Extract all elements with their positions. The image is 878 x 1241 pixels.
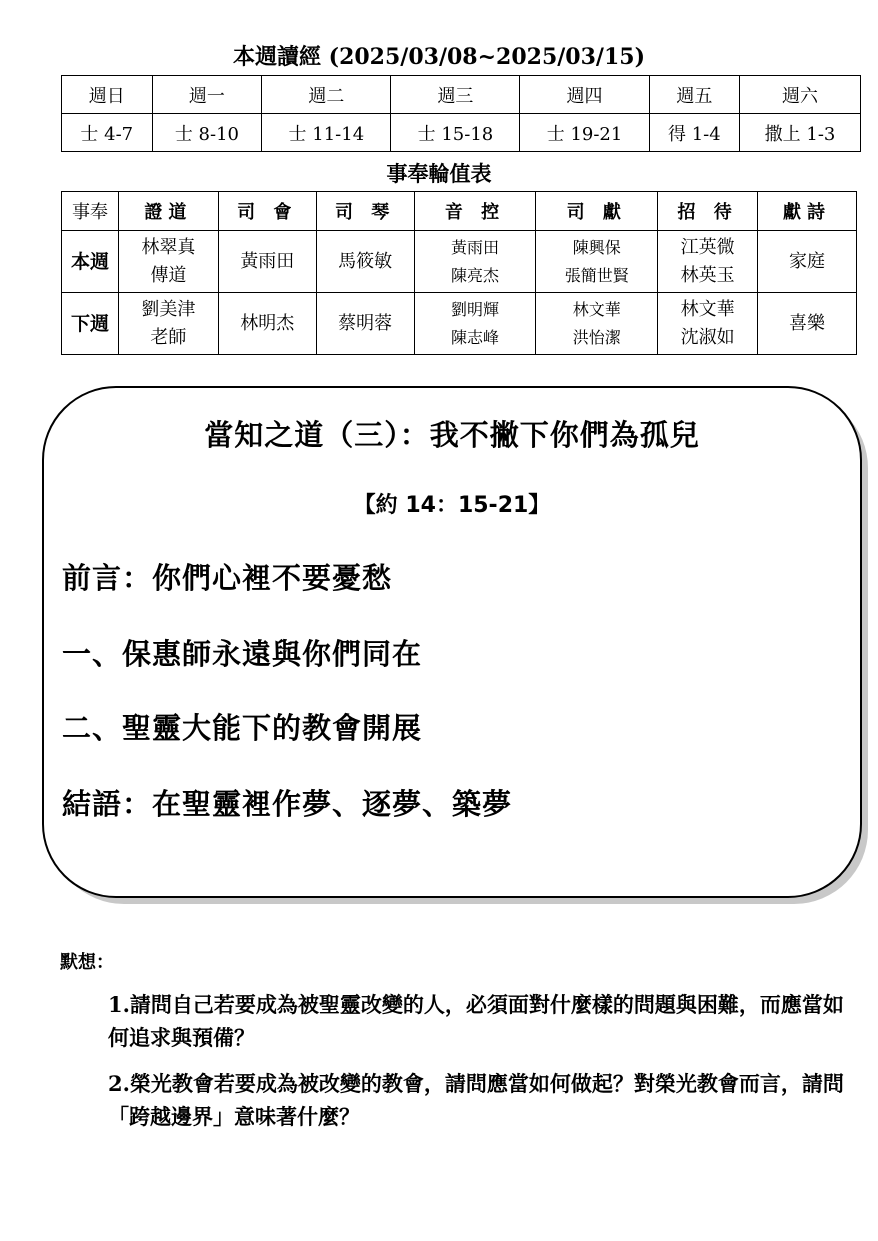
choir-cell: 喜樂: [758, 293, 857, 355]
sound-cell: 黃雨田 陳亮杰: [414, 231, 536, 293]
preacher-cell: 林翠真 傳道: [118, 231, 218, 293]
duty-table: [61, 191, 857, 355]
sermon-point: 前言：你們心裡不要憂愁: [62, 561, 393, 595]
reading-title: 本週讀經 (2025/03/08~2025/03/15): [233, 44, 645, 70]
header-pianist: 司 琴: [316, 192, 414, 231]
offering-cell: 陳興保 張簡世賢: [536, 231, 658, 293]
host-cell: 林明杰: [218, 293, 316, 355]
header-sound: 音 控: [414, 192, 536, 231]
header-preacher: 證道: [118, 192, 218, 231]
day-thu: 週四: [520, 76, 649, 114]
ushers-cell: 林文華 沈淑如: [658, 293, 758, 355]
sermon-title: 當知之道（三）：我不撇下你們為孤兒: [204, 418, 700, 452]
meditation-label: 默想：: [60, 952, 114, 973]
duty-title: 事奉輪值表: [386, 161, 492, 186]
header-service: 事奉: [62, 192, 119, 231]
host-cell: 黃雨田: [218, 231, 316, 293]
preacher-cell: 劉美津 老師: [118, 293, 218, 355]
header-choir: 獻詩: [758, 192, 857, 231]
passage-mon: 士 8-10: [152, 114, 262, 152]
sermon-point: 二、聖靈大能下的教會開展: [62, 711, 423, 745]
day-mon: 週一: [152, 76, 262, 114]
duty-row-next-week: [62, 293, 857, 355]
reading-table: [61, 75, 861, 152]
duty-row-this-week: [62, 231, 857, 293]
day-wed: 週三: [391, 76, 520, 114]
meditation-question: 2.榮光教會若要成為被改變的教會，請問應當如何做起？對榮光教會而言，請問「跨越邊界」意味著什麼？: [108, 1071, 844, 1129]
header-offering: 司 獻: [536, 192, 658, 231]
row-label: 下週: [62, 293, 119, 355]
pianist-cell: 蔡明蓉: [316, 293, 414, 355]
passage-fri: 得 1-4: [649, 114, 740, 152]
passage-wed: 士 15-18: [391, 114, 520, 152]
reading-days-row: [62, 76, 861, 114]
offering-cell: 林文華 洪怡潔: [536, 293, 658, 355]
choir-cell: 家庭: [758, 231, 857, 293]
sound-cell: 劉明輝 陳志峰: [414, 293, 536, 355]
meditation-question: 1.請問自己若要成為被聖靈改變的人，必須面對什麼樣的問題與困難，而應當如何追求與預備？: [108, 992, 844, 1050]
day-sun: 週日: [62, 76, 153, 114]
scripture-reference: 【約 14：15-21】: [353, 493, 551, 518]
passage-tue: 士 11-14: [262, 114, 391, 152]
header-ushers: 招 待: [658, 192, 758, 231]
pianist-cell: 馬筱敏: [316, 231, 414, 293]
day-tue: 週二: [262, 76, 391, 114]
sermon-box: [42, 386, 862, 898]
ushers-cell: 江英微 林英玉: [658, 231, 758, 293]
sermon-point: 結語：在聖靈裡作夢、逐夢、築夢: [62, 787, 513, 821]
day-sat: 週六: [740, 76, 861, 114]
sermon-point: 一、保惠師永遠與你們同在: [62, 637, 423, 671]
row-label: 本週: [62, 231, 119, 293]
passage-sun: 士 4-7: [62, 114, 153, 152]
duty-header-row: [62, 192, 857, 231]
header-host: 司 會: [218, 192, 316, 231]
day-fri: 週五: [649, 76, 740, 114]
passage-thu: 士 19-21: [520, 114, 649, 152]
passage-sat: 撒上 1-3: [740, 114, 861, 152]
reading-passages-row: [62, 114, 861, 152]
